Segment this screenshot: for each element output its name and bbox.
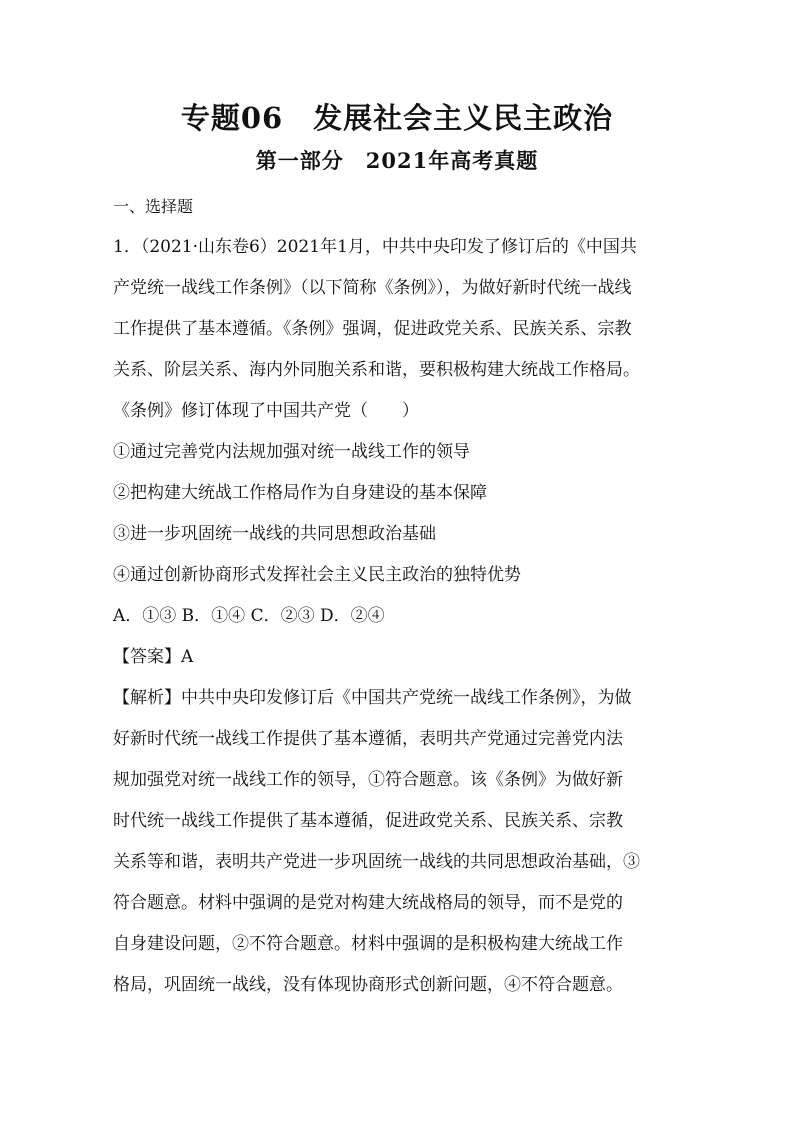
- section-heading: 一、选择题: [113, 197, 194, 216]
- option-item: ①通过完善党内法规加强对统一战线工作的领导: [113, 442, 470, 462]
- option-item: ④通过创新协商形式发挥社会主义民主政治的独特优势: [113, 565, 521, 585]
- question-line: 工作提供了基本遵循。《条例》强调，促进政党关系、民族关系、宗教: [113, 319, 632, 339]
- analysis-line: 关系等和谐，表明共产党进一步巩固统一战线的共同思想政治基础，③: [113, 852, 640, 872]
- answer-line: 【答案】A: [113, 647, 194, 667]
- page-title: 专题06 发展社会主义民主政治: [180, 101, 614, 135]
- analysis-line: 时代统一战线工作提供了基本遵循，促进政党关系、民族关系、宗教: [113, 811, 623, 831]
- question-line: 《条例》修订体现了中国共产党（ ）: [113, 401, 419, 421]
- analysis-line: 符合题意。材料中强调的是党对构建大统战格局的领导，而不是党的: [113, 893, 623, 913]
- document-body: [113, 186, 685, 1006]
- question-line: 产党统一战线工作条例》（以下简称《条例》），为做好新时代统一战线: [113, 278, 632, 298]
- analysis-line: 【解析】中共中央印发修订后《中国共产党统一战线工作条例》，为做: [113, 688, 632, 708]
- question-line: 1．（2021·山东卷6）2021年1月，中共中央印发了修订后的《中国共: [113, 237, 637, 257]
- answer-choices: A．①③ B．①④ C．②③ D．②④: [113, 606, 385, 626]
- analysis-line: 好新时代统一战线工作提供了基本遵循，表明共产党通过完善党内法: [113, 729, 623, 749]
- question-line: 关系、阶层关系、海内外同胞关系和谐，要积极构建大统战工作格局。: [113, 360, 640, 380]
- analysis-line: 规加强党对统一战线工作的领导，①符合题意。该《条例》为做好新: [113, 770, 623, 790]
- analysis-line: 自身建设问题，②不符合题意。材料中强调的是积极构建大统战工作: [113, 934, 623, 954]
- analysis-line: 格局，巩固统一战线，没有体现协商形式创新问题，④不符合题意。: [113, 975, 623, 995]
- option-item: ②把构建大统战工作格局作为自身建设的基本保障: [113, 483, 487, 503]
- option-item: ③进一步巩固统一战线的共同思想政治基础: [113, 524, 436, 544]
- page-subtitle: 第一部分 2021年高考真题: [255, 148, 539, 173]
